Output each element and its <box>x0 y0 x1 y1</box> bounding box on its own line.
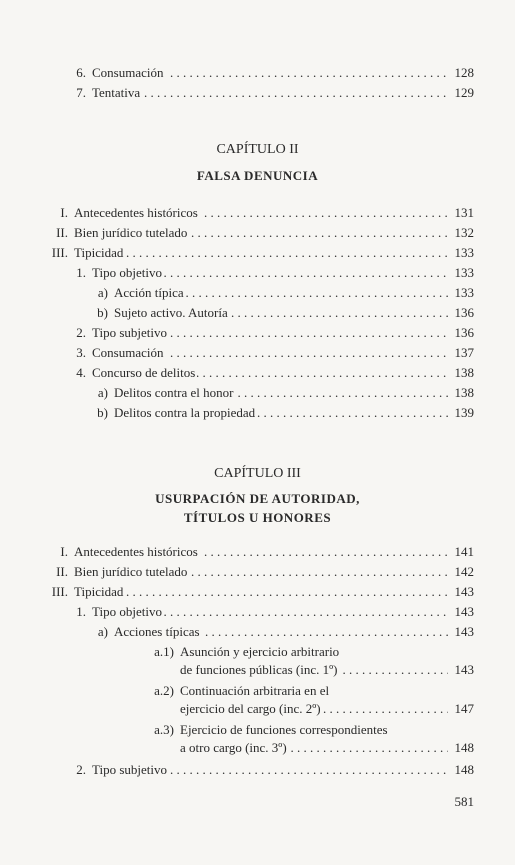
entry-number: 6. <box>76 65 86 80</box>
entry-page: 141 <box>450 542 474 562</box>
entry-page: 133 <box>450 243 474 263</box>
toc-entry <box>0 582 515 602</box>
entry-page: 128 <box>450 63 474 83</box>
chapter-title: FALSA DENUNCIA <box>196 168 319 183</box>
entry-number: III. <box>51 245 68 260</box>
entry-page: 148 <box>450 738 474 758</box>
entry-label-line1: Asunción y ejercicio arbitrario <box>180 644 340 659</box>
chapter-title-line1: USURPACIÓN DE AUTORIDAD, <box>155 491 360 506</box>
entry-page: 148 <box>450 760 474 780</box>
entry-label: Tipicidad . . . <box>74 243 448 263</box>
entry-label: Tipo subjetivo . . . <box>92 323 448 343</box>
entry-label: Consumación . . . <box>92 63 448 83</box>
entry-label: Acciones típicas . . . <box>114 622 448 642</box>
toc-entry <box>0 760 515 780</box>
entry-number: a.1) <box>154 644 174 659</box>
toc-entry <box>0 562 515 582</box>
entry-number: I. <box>60 205 68 220</box>
entry-page: 132 <box>450 223 474 243</box>
entry-page: 138 <box>450 383 474 403</box>
entry-label: Acción típica . . . <box>114 283 448 303</box>
entry-page: 137 <box>450 343 474 363</box>
entry-number: a) <box>97 285 108 300</box>
entry-page: 142 <box>450 562 474 582</box>
entry-page: 136 <box>450 323 474 343</box>
entry-page: 143 <box>450 660 474 680</box>
chapter-title-line2: TÍTULOS U HONORES <box>183 510 332 525</box>
toc-entry <box>0 303 515 323</box>
entry-label-line1: Continuación arbitraria en el <box>180 683 330 698</box>
toc-entry <box>0 223 515 243</box>
entry-page: 147 <box>450 699 474 719</box>
toc-entry <box>0 283 515 303</box>
entry-label: Antecedentes históricos . . . <box>74 542 448 562</box>
entry-label: Tentativa . . . <box>92 83 448 103</box>
toc-entry <box>0 83 515 103</box>
entry-page: 136 <box>450 303 474 323</box>
entry-number: b) <box>97 405 108 420</box>
entry-number: 7. <box>76 85 86 100</box>
entry-page: 138 <box>450 363 474 383</box>
chapter-heading: CAPÍTULO III <box>214 466 301 481</box>
toc-entry <box>0 363 515 383</box>
entry-label: ejercicio del cargo (inc. 2º) . . . <box>180 699 448 719</box>
entry-number: III. <box>51 584 68 599</box>
toc-entry <box>0 323 515 343</box>
entry-label: a otro cargo (inc. 3º) . . . <box>180 738 448 758</box>
entry-number: 2. <box>76 762 86 777</box>
entry-number: 1. <box>76 265 86 280</box>
entry-number: 2. <box>76 325 86 340</box>
toc-entry <box>0 622 515 642</box>
entry-page: 139 <box>450 403 474 423</box>
toc-entry <box>0 203 515 223</box>
entry-number: I. <box>60 544 68 559</box>
entry-label: Concurso de delitos . . . <box>92 363 448 383</box>
entry-page: 143 <box>450 622 474 642</box>
entry-number: a) <box>97 385 108 400</box>
entry-label: Antecedentes históricos . . . <box>74 203 448 223</box>
toc-entry <box>0 243 515 263</box>
entry-label: Sujeto activo. Autoría . . . <box>114 303 448 323</box>
entry-label: de funciones públicas (inc. 1º) . . . <box>180 660 448 680</box>
entry-page: 129 <box>450 83 474 103</box>
entry-label: Delitos contra la propiedad . . . <box>114 403 448 423</box>
toc-entry <box>0 660 515 680</box>
entry-number: 1. <box>76 604 86 619</box>
toc-entry-firstline <box>0 681 515 701</box>
entry-label: Bien jurídico tutelado . . . <box>74 223 448 243</box>
entry-label: Tipicidad . . . <box>74 582 448 602</box>
chapter-heading: CAPÍTULO II <box>216 142 299 157</box>
toc-entry <box>0 542 515 562</box>
entry-number: b) <box>97 305 108 320</box>
toc-entry-firstline <box>0 642 515 662</box>
entry-number: a.3) <box>154 722 174 737</box>
entry-page: 143 <box>450 602 474 622</box>
entry-number: a) <box>97 624 108 639</box>
entry-number: II. <box>56 225 68 240</box>
entry-number: II. <box>56 564 68 579</box>
entry-label: Tipo subjetivo . . . <box>92 760 448 780</box>
page-number: 581 <box>454 794 474 809</box>
entry-number: 3. <box>76 345 86 360</box>
entry-page: 133 <box>450 263 474 283</box>
entry-label: Bien jurídico tutelado . . . <box>74 562 448 582</box>
toc-entry <box>0 602 515 622</box>
entry-number: 4. <box>76 365 86 380</box>
toc-entry-firstline <box>0 720 515 740</box>
entry-page: 143 <box>450 582 474 602</box>
entry-number: a.2) <box>154 683 174 698</box>
toc-entry <box>0 738 515 758</box>
toc-entry <box>0 403 515 423</box>
toc-entry <box>0 383 515 403</box>
entry-label-line1: Ejercicio de funciones correspondientes <box>180 722 388 737</box>
entry-label: Consumación . . . <box>92 343 448 363</box>
entry-label: Delitos contra el honor . . . <box>114 383 448 403</box>
toc-entry <box>0 699 515 719</box>
toc-entry <box>0 343 515 363</box>
toc-entry <box>0 263 515 283</box>
entry-label: Tipo objetivo . . . <box>92 602 448 622</box>
entry-page: 131 <box>450 203 474 223</box>
toc-entry <box>0 63 515 83</box>
entry-page: 133 <box>450 283 474 303</box>
entry-label: Tipo objetivo . . . <box>92 263 448 283</box>
